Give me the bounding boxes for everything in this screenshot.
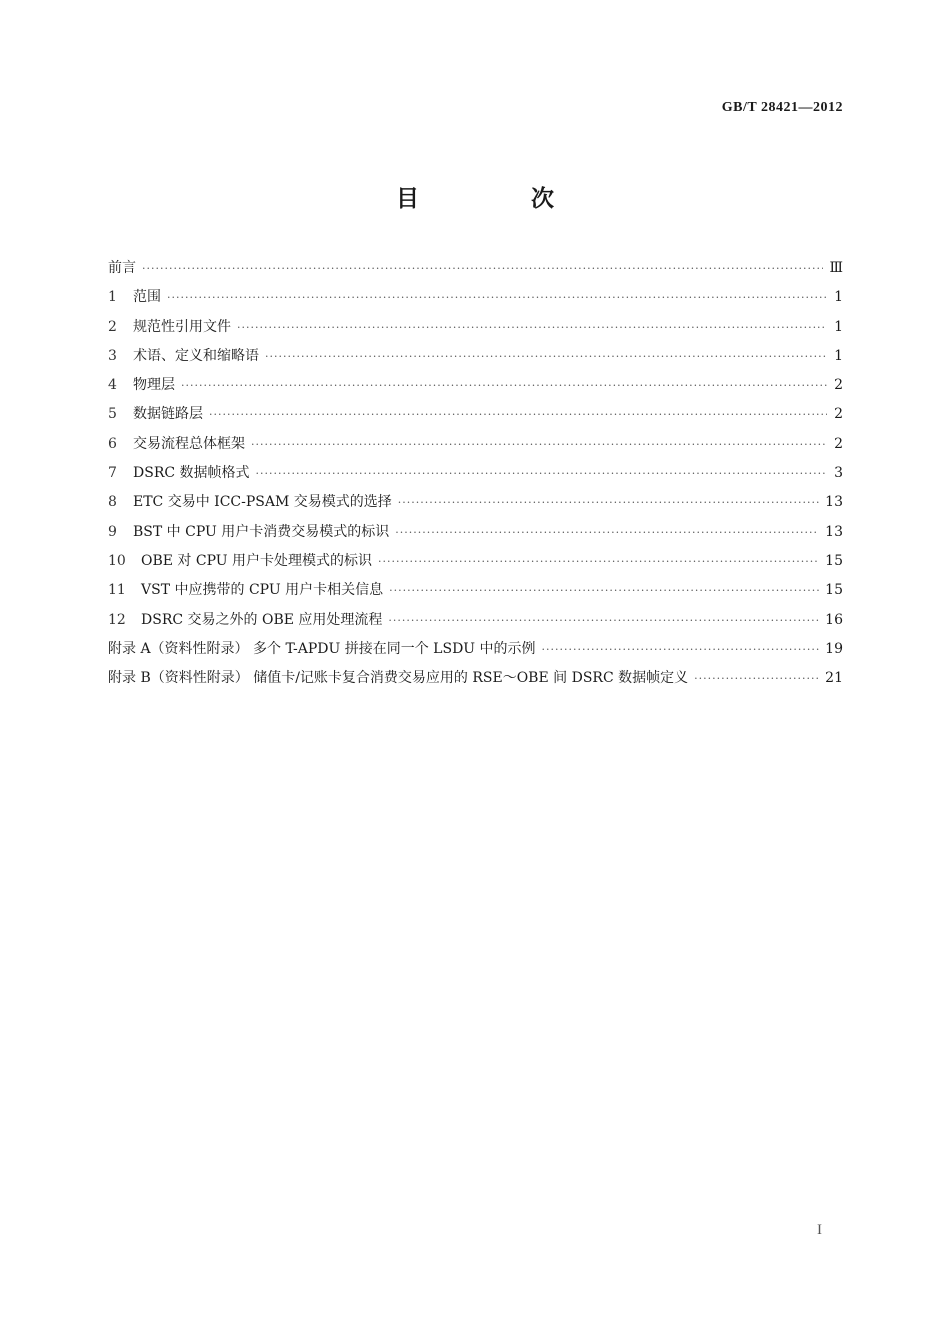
toc-entry-2[interactable] (108, 316, 843, 345)
toc-entry-12[interactable] (108, 609, 843, 638)
toc-entry-7[interactable] (108, 462, 843, 491)
toc-entry-label: 范围 (133, 289, 161, 306)
toc-entry-number: 7 (108, 465, 117, 482)
toc-leader-dots (209, 408, 827, 421)
toc-entry-number: 6 (108, 435, 117, 452)
toc-entry-page: 15 (825, 552, 843, 569)
toc-leader-dots (395, 526, 819, 539)
toc-entry-page: 1 (834, 347, 843, 364)
toc-leader-dots (542, 643, 820, 656)
toc-entry-label: 术语、定义和缩略语 (133, 347, 259, 364)
toc-entry-page: Ⅲ (829, 260, 843, 276)
toc-leader-dots (389, 584, 819, 597)
toc-entry-page: 2 (834, 406, 843, 423)
toc-entry-label: OBE 对 CPU 用户卡处理模式的标识 (141, 552, 373, 569)
toc-entry-page: 1 (834, 289, 843, 306)
page-title: 目 次 (395, 186, 606, 212)
toc-leader-dots (181, 379, 827, 392)
toc-leader-dots (167, 291, 827, 304)
toc-entry-label: DSRC 数据帧格式 (133, 465, 250, 482)
toc-entry-label: DSRC 交易之外的 OBE 应用处理流程 (141, 611, 383, 628)
toc-entry-number: 12 (108, 611, 126, 628)
toc-entry-number: 3 (108, 347, 117, 364)
toc-entry-number: 9 (108, 523, 117, 540)
toc-entry-page: 19 (825, 640, 843, 657)
toc-entry-number: 4 (108, 377, 117, 394)
toc-leader-dots (142, 262, 823, 275)
toc-entry-number: 1 (108, 289, 117, 306)
toc-leader-dots (251, 438, 827, 451)
toc-entry-label: 前言 (108, 260, 136, 276)
toc-entry-label: BST 中 CPU 用户卡消费交易模式的标识 (133, 523, 390, 540)
toc-leader-dots (388, 614, 819, 627)
toc-entry-11[interactable] (108, 579, 843, 608)
toc-entry-label: 交易流程总体框架 (133, 435, 245, 452)
toc-entry-3[interactable] (108, 345, 843, 374)
toc-entry-8[interactable] (108, 491, 843, 520)
table-of-contents (108, 257, 843, 696)
toc-entry-foreword[interactable] (108, 257, 843, 286)
toc-leader-dots (398, 496, 819, 509)
toc-leader-dots (256, 467, 827, 480)
toc-entry-page: 2 (834, 435, 843, 452)
toc-entry-number: 8 (108, 494, 117, 511)
toc-entry-page: 3 (834, 465, 843, 482)
toc-entry-label: 数据链路层 (133, 406, 203, 423)
toc-entry-label: 物理层 (133, 377, 175, 394)
toc-leader-dots (265, 350, 827, 363)
toc-entry-page: 2 (834, 377, 843, 394)
toc-leader-dots (237, 321, 827, 334)
toc-entry-5[interactable] (108, 403, 843, 432)
toc-entry-appendix-a[interactable] (108, 638, 843, 667)
toc-entry-10[interactable] (108, 550, 843, 579)
toc-entry-label: ETC 交易中 ICC-PSAM 交易模式的选择 (133, 494, 392, 511)
toc-entry-4[interactable] (108, 374, 843, 403)
toc-entry-number: 5 (108, 406, 117, 423)
toc-entry-number: 10 (108, 552, 126, 569)
toc-entry-label: VST 中应携带的 CPU 用户卡相关信息 (141, 582, 384, 599)
toc-entry-page: 13 (825, 523, 843, 540)
toc-entry-page: 15 (825, 582, 843, 599)
toc-entry-label: 附录 B（资料性附录） 储值卡/记账卡复合消费交易应用的 RSE～OBE 间 DSRC 数据帧定义 (108, 670, 689, 687)
standard-number: GB/T 28421—2012 (721, 100, 843, 115)
toc-leader-dots (694, 672, 819, 685)
toc-entry-number: 2 (108, 318, 117, 335)
toc-entry-page: 16 (825, 611, 843, 628)
toc-entry-number: 11 (108, 582, 126, 599)
toc-leader-dots (378, 555, 819, 568)
toc-entry-page: 21 (825, 670, 843, 687)
toc-entry-1[interactable] (108, 286, 843, 315)
toc-entry-6[interactable] (108, 433, 843, 462)
toc-entry-page: 13 (825, 494, 843, 511)
toc-entry-page: 1 (834, 318, 843, 335)
toc-entry-9[interactable] (108, 521, 843, 550)
toc-entry-label: 附录 A（资料性附录） 多个 T-APDU 拼接在同一个 LSDU 中的示例 (108, 640, 536, 657)
toc-entry-appendix-b[interactable] (108, 667, 843, 696)
page-number: I (817, 1222, 822, 1238)
toc-entry-label: 规范性引用文件 (133, 318, 231, 335)
